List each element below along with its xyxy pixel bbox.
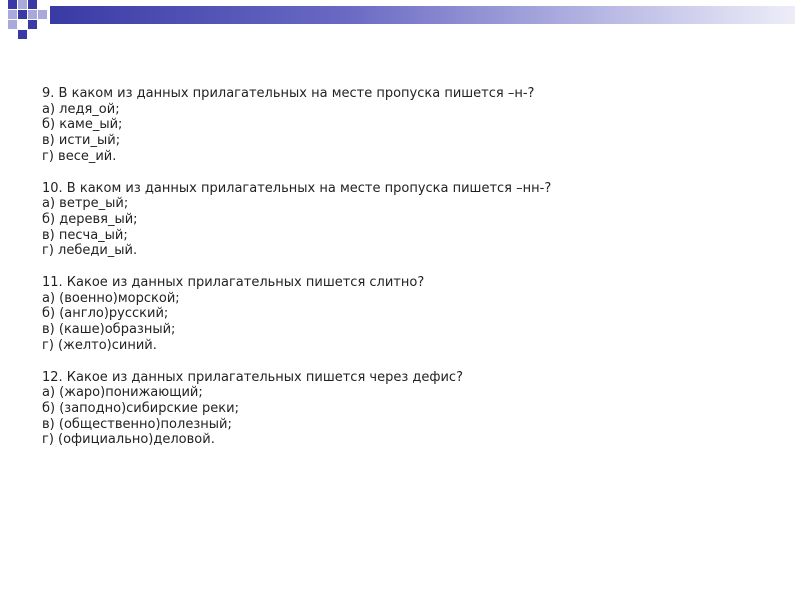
- decor-square: [8, 20, 17, 29]
- decor-square: [28, 20, 37, 29]
- answer-option: в) (каше)образный;: [42, 322, 176, 338]
- answer-option: г) (желто)синий.: [42, 337, 157, 353]
- answer-option: а) (жаро)понижающий;: [42, 385, 203, 401]
- decor-square: [28, 10, 37, 19]
- decor-square: [8, 10, 17, 19]
- decor-square: [18, 30, 27, 39]
- question-title: 11. Какое из данных прилагательных пишется слитно?: [42, 275, 425, 291]
- question-9: [42, 86, 782, 165]
- answer-option: г) лебеди_ый.: [42, 243, 138, 259]
- answer-option: г) весе_ий.: [42, 148, 117, 164]
- answer-option: а) ветре_ый;: [42, 196, 129, 212]
- answer-option: в) песча_ый;: [42, 227, 128, 243]
- answer-option: в) исти_ый;: [42, 133, 121, 149]
- decor-square: [8, 0, 17, 9]
- answer-option: б) деревя_ый;: [42, 211, 138, 227]
- question-10: [42, 181, 782, 260]
- answer-option: г) (официально)деловой.: [42, 432, 215, 448]
- decor-square: [18, 10, 27, 19]
- decor-square: [38, 10, 47, 19]
- decor-square: [18, 0, 27, 9]
- answer-option: б) (заподно)сибирские реки;: [42, 400, 239, 416]
- question-12: [42, 370, 782, 449]
- question-title: 9. В каком из данных прилагательных на месте пропуска пишется –н-?: [42, 86, 535, 101]
- decor-square: [28, 0, 37, 9]
- question-11: [42, 275, 782, 354]
- answer-option: в) (общественно)полезный;: [42, 416, 232, 432]
- question-title: 12. Какое из данных прилагательных пишется через дефис?: [42, 369, 463, 385]
- header-gradient-bar: [50, 6, 795, 24]
- answer-option: б) (англо)русский;: [42, 306, 169, 322]
- answer-option: б) каме_ый;: [42, 117, 123, 133]
- question-title: 10. В каком из данных прилагательных на месте пропуска пишется –нн-?: [42, 180, 552, 196]
- answer-option: а) (военно)морской;: [42, 290, 180, 306]
- answer-option: а) ледя_ой;: [42, 101, 120, 117]
- quiz-content: [42, 86, 782, 464]
